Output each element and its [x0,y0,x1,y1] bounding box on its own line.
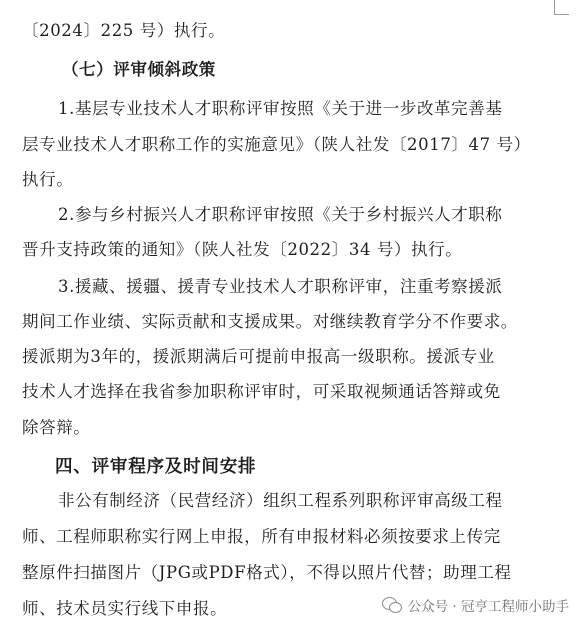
subsection-heading: （七）评审倾斜政策 [62,60,216,79]
text-line: 师、工程师职称实行网上申报，所有申报材料必须按要求上传完 [22,527,501,546]
wechat-icon [382,597,402,613]
text-line: 执行。 [22,170,74,189]
watermark-text: 公众号 · 冠亨工程师小助手 [407,599,569,615]
text-line: 3.援藏、援疆、援青专业技术人才职称评审，注重考察援派 [58,277,503,296]
text-line: 晋升支持政策的通知》（陕人社发〔2022〕34 号）执行。 [22,240,463,259]
text-line: 除答辩。 [22,418,91,437]
text-line: 整原件扫描图片（JPG或PDF格式），不得以照片代替；助理工程 [22,563,512,582]
text-line: 2.参与乡村振兴人才职称评审按照《关于乡村振兴人才职称 [58,205,503,224]
section-heading: 四、评审程序及时间安排 [55,457,257,477]
text-line: 援派期为3年的，援派期满后可提前申报高一级职称。援派专业 [22,347,495,366]
text-line: 层专业技术人才职称工作的实施意见》（陕人社发〔2017〕47 号） [22,135,531,154]
text-line: 技术人才选择在我省参加职称评审时，可采取视频通话答辩或免 [22,382,501,401]
text-line: 非公有制经济（民营经济）组织工程系列职称评审高级工程 [58,491,503,510]
text-line: 师、技术员实行线下申报。 [22,599,228,618]
watermark [378,593,573,617]
text-line: 1.基层专业技术人才职称评审按照《关于进一步改革完善基 [58,99,503,118]
text-line: 〔2024〕225 号）执行。 [22,21,226,40]
page-corner-mark [554,0,569,15]
text-line: 期间工作业绩、实际贡献和支援成果。对继续教育学分不作要求。 [22,312,518,331]
